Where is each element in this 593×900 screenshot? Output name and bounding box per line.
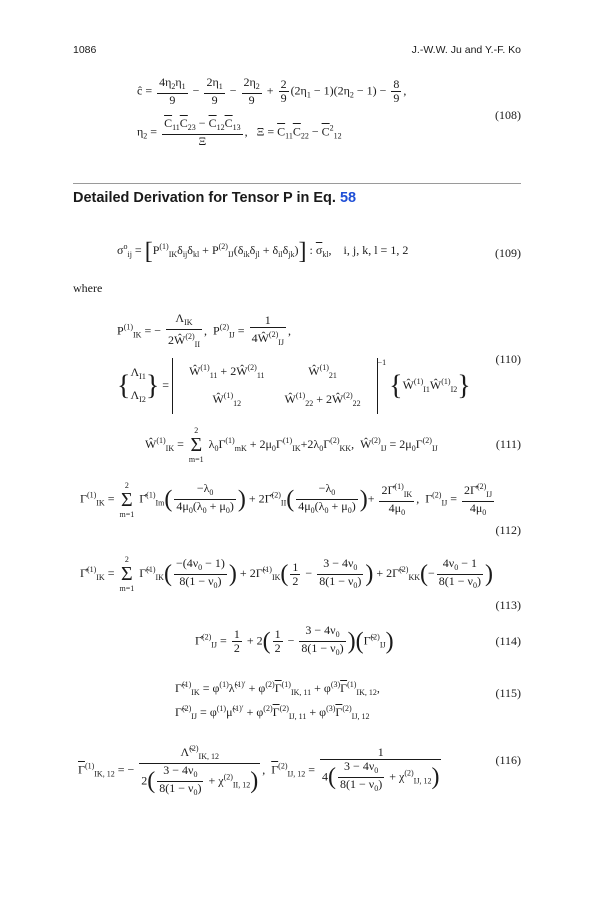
equation-115-line1: Γ̃$^{(1)}_{IK}$ = $\varphi^{(1)}\lambdã^{(1)'} + \varphi^{(2)}\overline{\Gamma}^{(1)}_{IK, 11} + \varphi^{(3)}\overline{\Gamma}^{(1)}_{IK, 12}$, — [175, 680, 380, 697]
running-head-authors: J.-W.W. Ju and Y.-F. Ko — [411, 44, 521, 56]
eq-58-link[interactable]: 58 — [339, 190, 357, 206]
page-number: 1086 — [73, 44, 97, 56]
equation-number-110: (110) — [495, 352, 521, 366]
equation-114: Γ̂$^{(2)}_{IJ}$ = $\frac{1}{2}$ + 2( $\frac{1}{2}$ − $\frac{3 - 4\nu_0}{8(1 - \nu_0)}$ )(Γ̃$^{(2)}_{IJ}$) — [195, 623, 394, 657]
equation-109: $\sigma^o_{ij} = [P^{(1)}_{IK}\delta_{ij}\delta_{kl} + P^{(2)}_{IJ}(\delta_{ik}\delta_{jl} + \delta_{il}\delta_{jk})]$ : $\overline{\sigma}_{kl}$, i, j, k, l = 1, 2 — [117, 238, 409, 265]
equation-110-line2: {$\Lambda_{I1}$ $\Lambda_{I2}$} = $Ŵ^{(1)}_{11}$ + $2Ŵ^{(2)}_{11}$ $Ŵ^{(1)}_{21}$ $Ŵ^{(1)}_{12}$ $Ŵ^{(1)}_{22}$ + $2Ŵ^{(2)}_{22}$ $^{-1}$ $\{Ŵ^{(1)}_{I1}Ŵ^{(1)}_{I2}\}$ — [117, 356, 471, 414]
equation-111: $Ŵ^{(1)}_{IK} = 2$ Σ m=1 $\lambda_0\Gamma^{(1)}_{mK} + 2\mu_0\Gamma^{(1)}_{IK}+2\lambda_0\Gamma^{(2)}_{KK}$, $Ŵ^{(2)}_{IJ} = 2\mu_0\Gamma^{(2)}_{IJ}$ — [145, 426, 438, 464]
section-title: Detailed Derivation for Tensor P in Eq. — [73, 190, 340, 206]
where-label: where — [73, 281, 103, 295]
equation-112: $\Gamma^{(1)}_{IK} = 2$ Σ m=1 Γ̂$^{(1)}_{Im}$( $\frac{-\lambda_0}{4\mu_0(\lambda_0 + \mu_0)}$ ) + 2Γ̂$^{(2)}_{II}$( $\frac{-\lambda_0}{4\mu_0(\lambda_0 + \mu_0)}$ )+ $\frac{2\Gammâ^{(1)}_{IK}}{4\mu_0}$ , $\Gamma^{(2)}_{IJ}$ = $\frac{2\Gammâ^{(2)}_{IJ}}{4\mu_0}$ — [80, 480, 493, 519]
equation-116: $\overline{\Gamma}^{(1)}_{IK, 12}$ = − Λ̃$^{(2)}_{IK, 12}$ 2( $\frac{3 - 4\nu_0}{8(1 - \nu_0)}$ + $\chi^{(2)}_{II, 12}$) , $\overline{\Gamma}^{(2)}_{IJ, 12}$ = 1 4( $\frac{3 - 4\nu_0}{8(1 - \nu_0)}$ + $\chi^{(2)}_{IJ, 12}$) — [78, 744, 440, 797]
equation-number-109: (109) — [495, 246, 521, 260]
equation-115-line2: Γ̃$^{(2)}_{IJ}$ = $\varphi^{(1)}\mũ^{(1)'} + \varphi^{(2)}\overline{\Gamma}^{(2)}_{IJ, 11} + \varphi^{(3)}\overline{\Gamma}^{(2)}_{IJ, 12}$ — [175, 704, 370, 721]
equation-108-line1: ĉ = $\frac{4\eta_2\eta_1}{9}$ − $\frac{2\eta_1}{9}$ − $\frac{2\eta_2}{9}$ + $\frac{2}{9}$ $(2\eta_1 - 1)(2\eta_2 - 1)$ − $\frac{8}{9}$ , — [137, 75, 407, 107]
equation-number-113: (113) — [495, 598, 521, 612]
equation-number-111: (111) — [495, 437, 521, 451]
equation-number-112: (112) — [495, 523, 521, 537]
equation-110-line1: $P^{(1)}_{IK}$ = − $\frac{\Lambda_{IK}}{2Ŵ^{(2)}_{II}}$ , $P^{(2)}_{IJ}$ = $\frac{1}{4Ŵ^{(2)}_{IJ}}$ , — [117, 311, 292, 349]
equation-113: Γ̂$^{(1)}_{IK}$ = 2 Σ m=1 Γ̃$^{(1)}_{IK}$( $\frac{-(4\nu_0 - 1)}{8(1 - \nu_0)}$ ) + 2Γ̃$^{(1)}_{IK}$( $\frac{1}{2}$ − $\frac{3 - 4\nu_0}{8(1 - \nu_0)}$ ) + 2Γ̃$^{(2)}_{KK}$(− $\frac{4\nu_0 - 1}{8(1 - \nu_0)}$ ) — [80, 555, 493, 593]
section-divider — [73, 183, 521, 184]
equation-number-116: (116) — [495, 753, 521, 767]
equation-number-114: (114) — [495, 634, 521, 648]
section-heading — [73, 190, 356, 206]
equation-108-line2: $\eta_2$ = $\frac{\overline{C}_{11}\overline{C}_{23} - \overline{C}_{12}\overline{C}_{13}}{\Xi}$ , $\Xi = \overline{C}_{11}\overline{C}_{22} - \overline{C}^2_{12}$ — [137, 116, 342, 148]
equation-number-115: (115) — [495, 686, 521, 700]
equation-number-108: (108) — [495, 108, 521, 122]
